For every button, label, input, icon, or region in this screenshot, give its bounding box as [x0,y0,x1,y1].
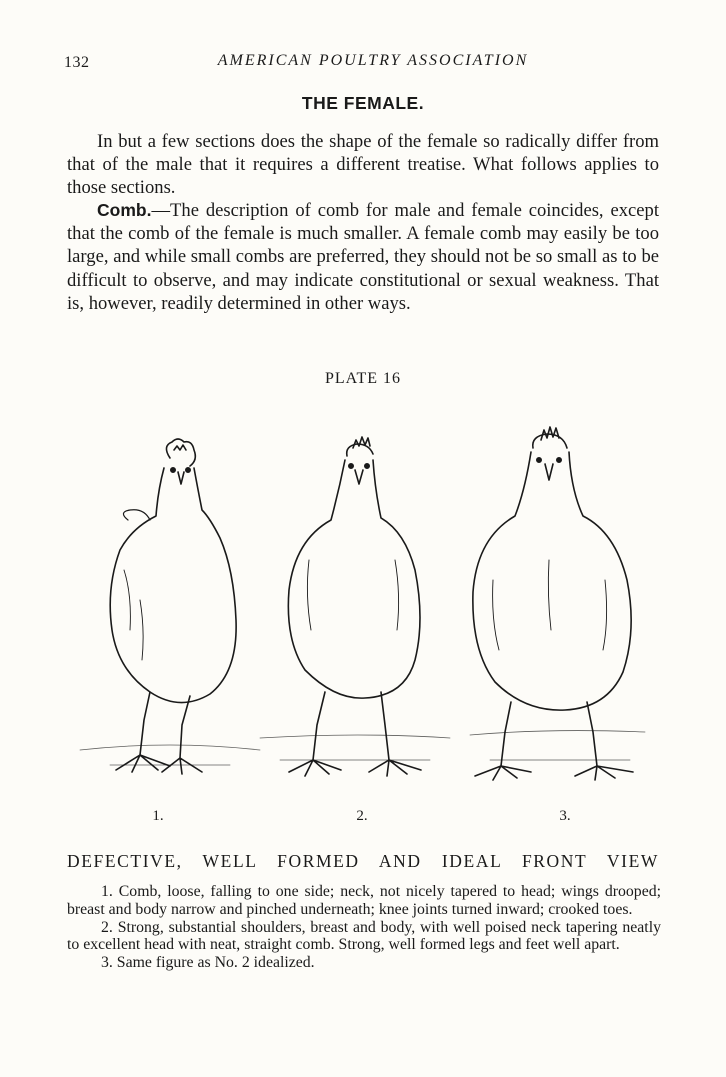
body-paragraph-2 [67,199,659,315]
paragraph-lead: Comb. [97,200,152,220]
ground-shading [80,731,645,765]
caption-item: 3. Same figure as No. 2 idealized. [101,954,315,972]
body-paragraph-1 [67,130,659,200]
hen-illustration-defective [110,439,236,774]
hen-illustration-ideal [473,427,633,780]
paragraph-text: —The description of comb for male and female coincides, except that the comb of the female is much smaller. A female comb may easily be too large, and while small combs are preferred, they should not be so small as to be difficult to observe, and may indicate constitutional or sexual weakness. That is, however, readily determined in other ways. [67,200,659,314]
figure-number-1: 1. [152,808,164,824]
running-head: AMERICAN POULTRY ASSOCIATION [217,52,529,69]
caption-heading: DEFECTIVE, WELL FORMED AND IDEAL FRONT VIEW [67,851,659,871]
hen-illustration-well-formed [288,437,421,776]
caption-item: 2. Strong, substantial shoulders, breast and body, with well poised neck tapering neatly to excellent head with neat, straight comb. Strong, well formed legs and feet well apart. [67,918,661,954]
figure-number-3: 3. [559,808,571,824]
caption-item: 1. Comb, loose, falling to one side; neck, not nicely tapered to head; wings drooped; breast and body narrow and pinched underneath; knee joints turned inward; crooked toes. [67,883,661,918]
paragraph-text: In but a few sections does the shape of the female so radically differ from that of the male that it requires a different treatise. What follows applies to those sections. [67,131,659,199]
figure-number-2: 2. [356,808,368,824]
plate-illustration [70,420,660,790]
section-title: THE FEMALE. [301,93,425,113]
caption-list [67,883,661,972]
page-number: 132 [64,54,90,71]
plate-label: PLATE 16 [325,370,401,387]
